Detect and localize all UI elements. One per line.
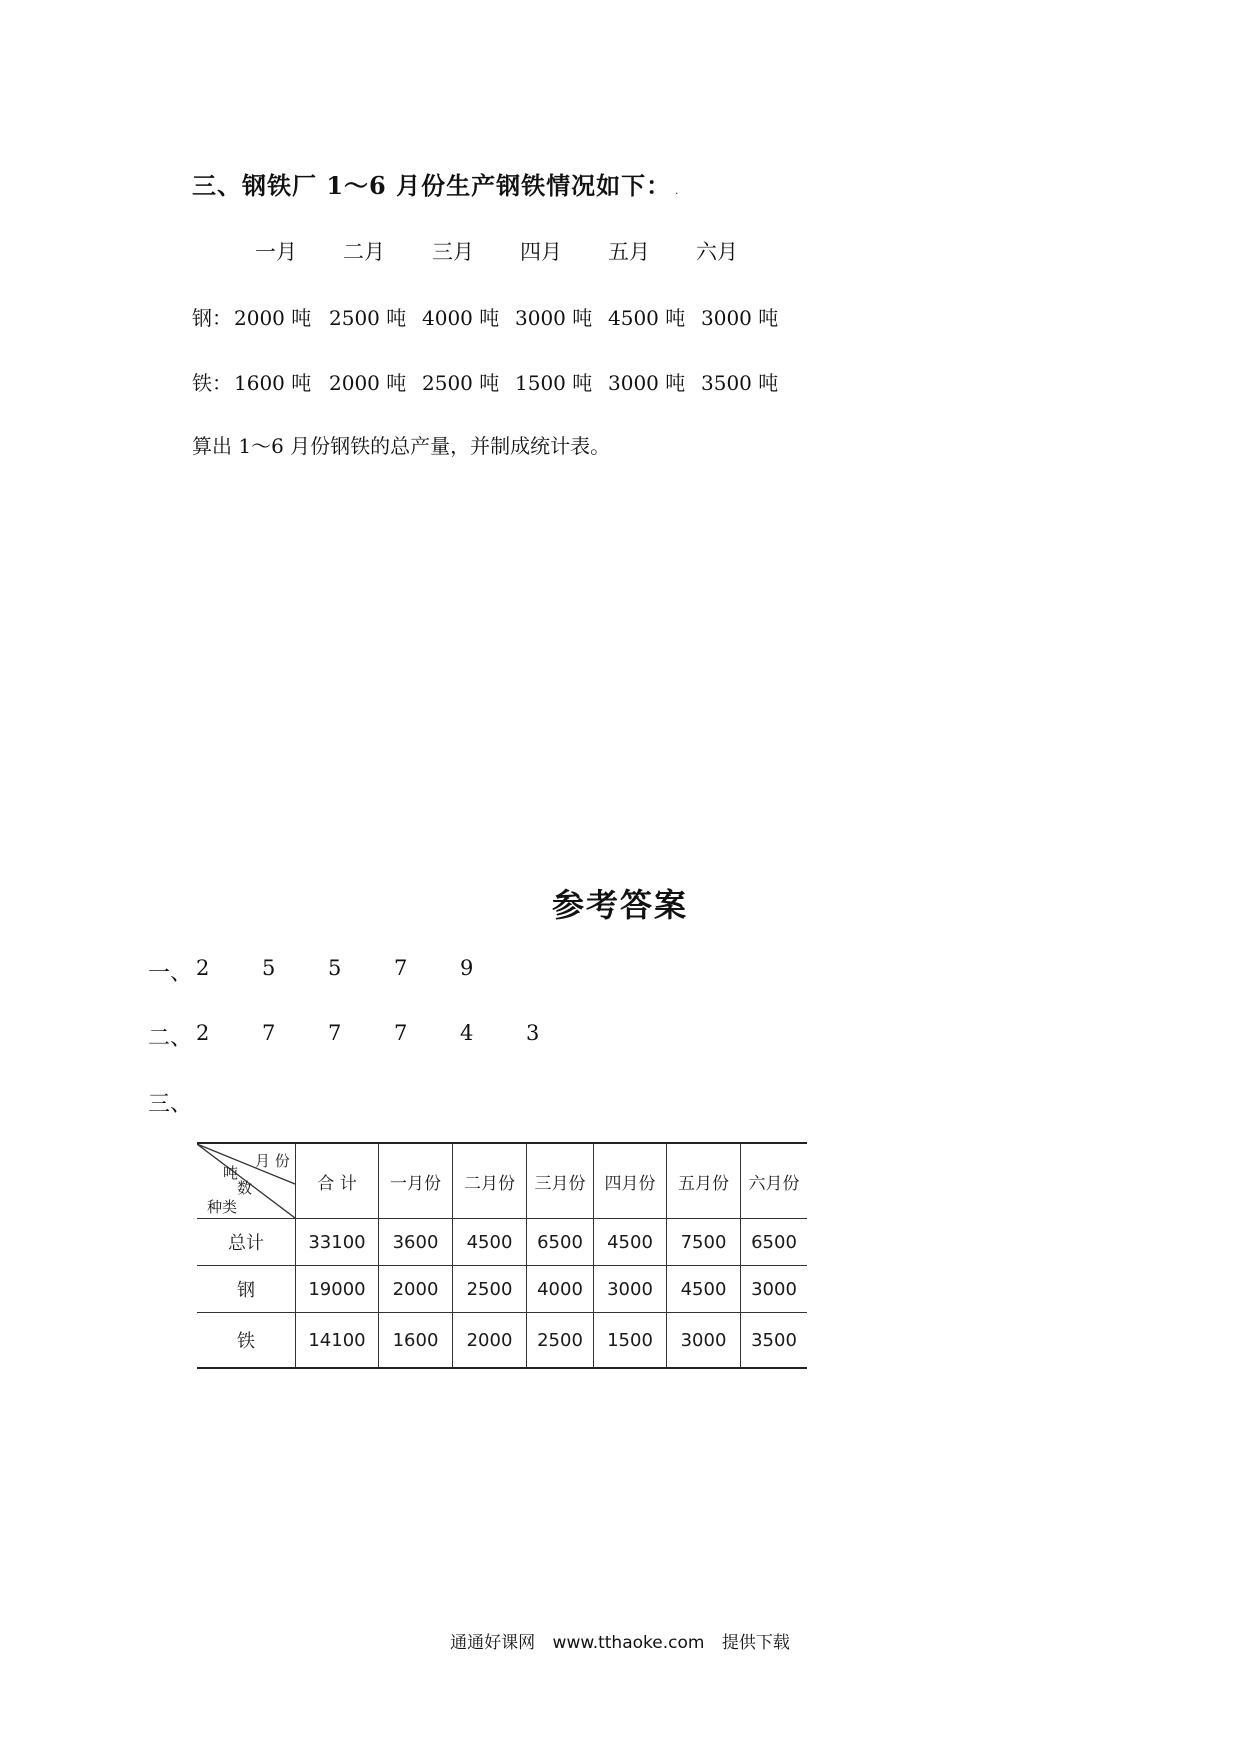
steel-label: 钢： bbox=[192, 306, 232, 330]
table-cell: 1500 bbox=[594, 1313, 667, 1369]
table-cell: 2000 bbox=[379, 1266, 453, 1313]
table-cell: 2500 bbox=[527, 1313, 594, 1369]
question-title bbox=[192, 166, 679, 201]
table-header-cell: 六月份 bbox=[741, 1143, 808, 1219]
table-header-cell: 四月份 bbox=[594, 1143, 667, 1219]
table-cell: 2500 bbox=[453, 1266, 527, 1313]
question-instruction: 算出 1～6 月份钢铁的总产量，并制成统计表。 bbox=[192, 434, 611, 458]
steel-value: 3000 吨 bbox=[515, 306, 593, 330]
table-cell: 3000 bbox=[667, 1313, 741, 1369]
answer-row-label: 一、 bbox=[148, 961, 193, 986]
month-label: 五月 bbox=[608, 240, 650, 264]
steel-value: 4500 吨 bbox=[608, 306, 686, 330]
table-cell: 4000 bbox=[527, 1266, 594, 1313]
footer-url[interactable]: www.tthaoke.com bbox=[552, 1633, 705, 1653]
table-header-cell: 三月份 bbox=[527, 1143, 594, 1219]
answer-value: 2 bbox=[196, 1021, 210, 1045]
steel-value: 2000 吨 bbox=[234, 306, 312, 330]
table-cell: 7500 bbox=[667, 1219, 741, 1266]
iron-value: 3000 吨 bbox=[608, 371, 686, 395]
question-title-text: 三、钢铁厂 1～6 月份生产钢铁情况如下： bbox=[192, 171, 672, 200]
iron-label: 铁： bbox=[192, 371, 232, 395]
answers-title: 参考答案 bbox=[551, 886, 688, 924]
answer-row-label: 二、 bbox=[148, 1026, 193, 1051]
table-row-label: 钢 bbox=[197, 1266, 296, 1313]
table-cell: 3000 bbox=[594, 1266, 667, 1313]
iron-value: 3500 吨 bbox=[701, 371, 779, 395]
table-row-label: 总计 bbox=[197, 1219, 296, 1266]
answer-value: 7 bbox=[328, 1021, 342, 1045]
table-cell: 6500 bbox=[741, 1219, 808, 1266]
table-cell: 4500 bbox=[594, 1219, 667, 1266]
month-label: 六月 bbox=[696, 240, 738, 264]
table-row bbox=[197, 1219, 807, 1266]
steel-value: 4000 吨 bbox=[422, 306, 500, 330]
page-footer bbox=[0, 1628, 1240, 1653]
answer-value: 7 bbox=[394, 1021, 408, 1045]
month-label: 三月 bbox=[432, 240, 474, 264]
table-header-cell: 一月份 bbox=[379, 1143, 453, 1219]
answer-value: 3 bbox=[526, 1021, 540, 1045]
footer-site-name: 通通好课网 bbox=[450, 1633, 536, 1653]
iron-value: 1600 吨 bbox=[234, 371, 312, 395]
month-label: 四月 bbox=[520, 240, 562, 264]
table-row bbox=[197, 1266, 807, 1313]
table-cell: 6500 bbox=[527, 1219, 594, 1266]
table-corner-cell bbox=[197, 1143, 296, 1219]
table-cell: 33100 bbox=[296, 1219, 379, 1266]
answer-value: 9 bbox=[460, 956, 474, 980]
table-cell: 1600 bbox=[379, 1313, 453, 1369]
answer-value: 7 bbox=[262, 1021, 276, 1045]
table-header-cell: 五月份 bbox=[667, 1143, 741, 1219]
answer-row-label: 三、 bbox=[148, 1092, 193, 1117]
table-cell: 3000 bbox=[741, 1266, 808, 1313]
iron-value: 1500 吨 bbox=[515, 371, 593, 395]
month-label: 一月 bbox=[255, 240, 297, 264]
answer-value: 5 bbox=[262, 956, 276, 980]
table-cell: 2000 bbox=[453, 1313, 527, 1369]
footer-suffix: 提供下载 bbox=[721, 1633, 790, 1653]
table-cell: 3500 bbox=[741, 1313, 808, 1369]
table-row-label: 铁 bbox=[197, 1313, 296, 1369]
corner-month-label: 月 份 bbox=[255, 1152, 290, 1170]
question-title-dot: . bbox=[675, 186, 680, 197]
table-cell: 19000 bbox=[296, 1266, 379, 1313]
table-cell: 4500 bbox=[453, 1219, 527, 1266]
month-label: 二月 bbox=[343, 240, 385, 264]
steel-value: 3000 吨 bbox=[701, 306, 779, 330]
corner-type-label: 种类 bbox=[207, 1198, 238, 1216]
iron-value: 2500 吨 bbox=[422, 371, 500, 395]
answer-stats-table bbox=[197, 1142, 807, 1369]
answer-value: 5 bbox=[328, 956, 342, 980]
iron-value: 2000 吨 bbox=[329, 371, 407, 395]
answer-value: 2 bbox=[196, 956, 210, 980]
steel-value: 2500 吨 bbox=[329, 306, 407, 330]
corner-ton-label: 吨 bbox=[223, 1164, 239, 1182]
table-header-row bbox=[197, 1143, 807, 1219]
table-cell: 14100 bbox=[296, 1313, 379, 1369]
table-header-cell: 二月份 bbox=[453, 1143, 527, 1219]
table-header-cell: 合 计 bbox=[296, 1143, 379, 1219]
answer-value: 4 bbox=[460, 1021, 474, 1045]
corner-count-label: 数 bbox=[237, 1179, 253, 1197]
table-cell: 4500 bbox=[667, 1266, 741, 1313]
table-cell: 3600 bbox=[379, 1219, 453, 1266]
table-row bbox=[197, 1313, 807, 1369]
answer-value: 7 bbox=[394, 956, 408, 980]
